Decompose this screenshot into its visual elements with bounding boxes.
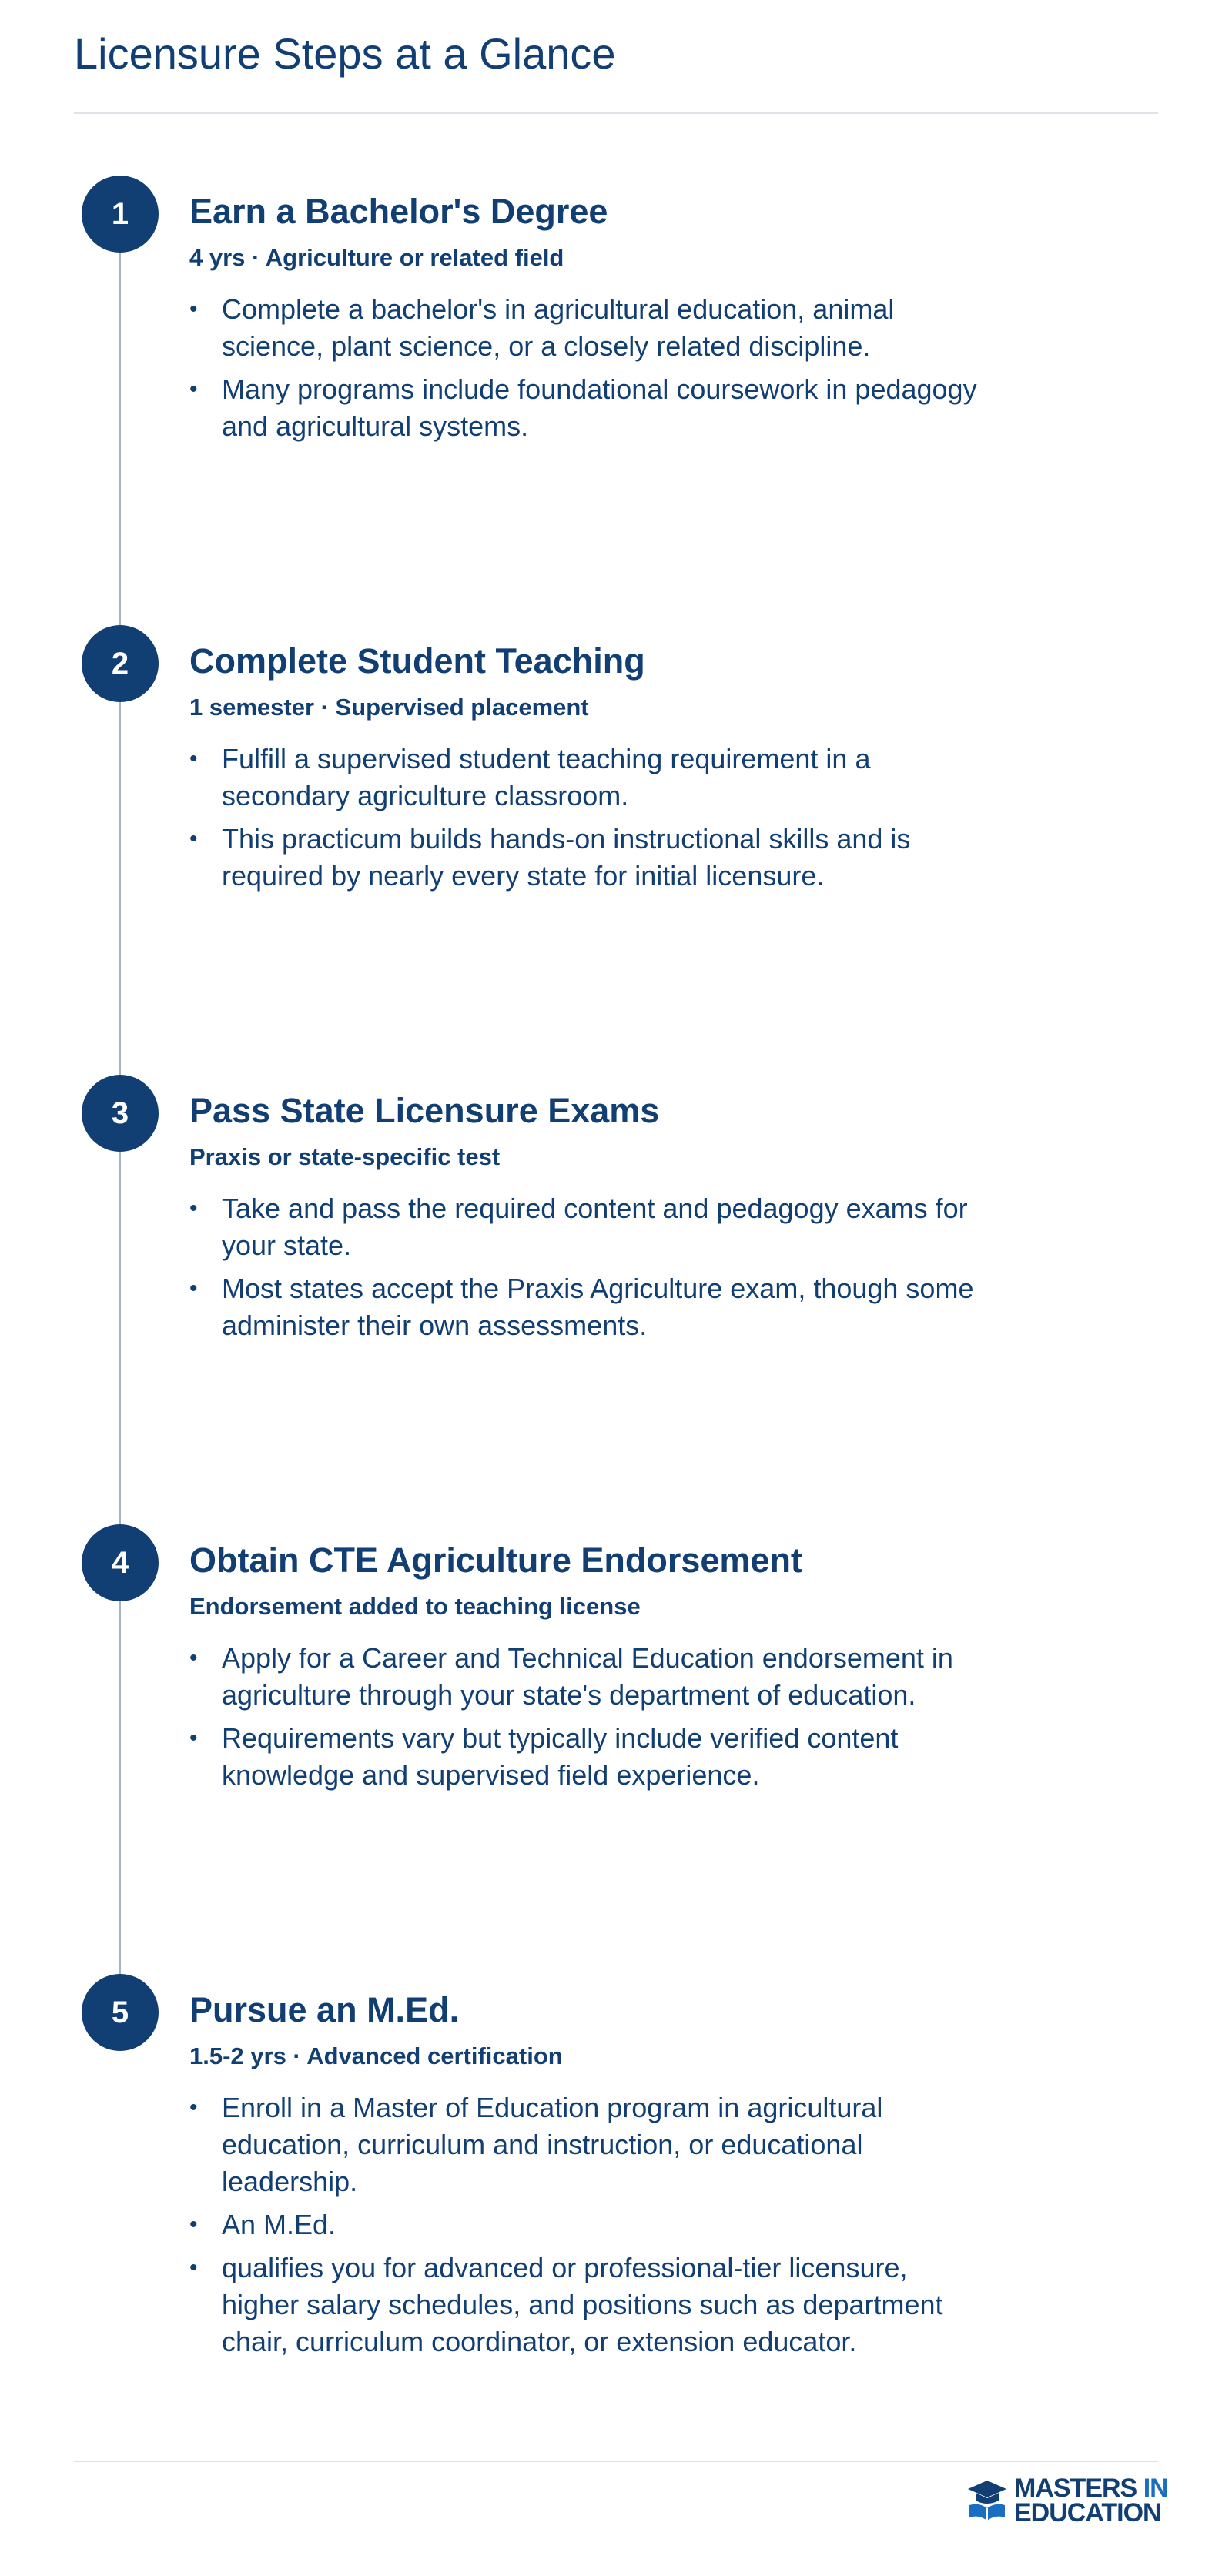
logo-word-masters: MASTERS bbox=[1014, 2474, 1137, 2503]
step-number-badge: 4 bbox=[82, 1524, 159, 1601]
step-bullet: • Enroll in a Master of Education program in agricultural education, curriculum and instruction, or educational leadership. bbox=[189, 2089, 961, 2200]
step-title: Pursue an M.Ed. bbox=[189, 1990, 460, 2029]
step-number-badge: 1 bbox=[82, 176, 159, 253]
logo-word-in: IN bbox=[1143, 2474, 1168, 2503]
step-bullet: • Requirements vary but typically include verified content knowledge and supervised field experience. bbox=[189, 1720, 946, 1794]
step-meta: Endorsement added to teaching license bbox=[189, 1593, 641, 1620]
step-bullet: • Apply for a Career and Technical Education endorsement in agriculture through your state's department of education. bbox=[189, 1640, 983, 1714]
step-number-badge: 5 bbox=[82, 1974, 159, 2051]
page-title: Licensure Steps at a Glance bbox=[74, 29, 616, 78]
step-number-badge: 2 bbox=[82, 625, 159, 702]
footer-divider bbox=[74, 2461, 1158, 2462]
header-divider bbox=[74, 112, 1158, 114]
step-bullet: • Most states accept the Praxis Agriculture exam, though some administer their own assessments. bbox=[189, 1270, 983, 1344]
step-bullet-list bbox=[189, 741, 983, 901]
logo-word-education: EDUCATION bbox=[1014, 2498, 1161, 2527]
step-meta: 1.5-2 yrs · Advanced certification bbox=[189, 2042, 563, 2069]
step-meta: 1 semester · Supervised placement bbox=[189, 694, 589, 721]
step-title: Earn a Bachelor's Degree bbox=[189, 192, 608, 231]
step-bullet: • qualifies you for advanced or professional-tier licensure, higher salary schedules, and positions such as department chair, curriculum coordinator, or extension educator. bbox=[189, 2250, 961, 2360]
step-bullet: • Complete a bachelor's in agricultural education, animal science, plant science, or a closely related discipline. bbox=[189, 291, 961, 365]
step-meta: 4 yrs · Agriculture or related field bbox=[189, 244, 564, 271]
step-bullet-list bbox=[189, 2089, 983, 2367]
step-bullet: • An M.Ed. bbox=[189, 2206, 983, 2243]
step-title: Obtain CTE Agriculture Endorsement bbox=[189, 1541, 802, 1580]
step-bullet-list bbox=[189, 291, 983, 451]
step-title: Pass State Licensure Exams bbox=[189, 1091, 660, 1130]
step-number-badge: 3 bbox=[82, 1075, 159, 1152]
step-bullet-list bbox=[189, 1190, 983, 1350]
logo-wordmark bbox=[1014, 2476, 1168, 2525]
step-title: Complete Student Teaching bbox=[189, 641, 645, 681]
step-bullet: • Many programs include foundational coursework in pedagogy and agricultural systems. bbox=[189, 371, 983, 445]
step-meta: Praxis or state-specific test bbox=[189, 1143, 500, 1170]
graduation-cap-book-icon bbox=[966, 2477, 1008, 2524]
masters-in-education-logo bbox=[966, 2471, 1168, 2530]
step-bullet: • This practicum builds hands-on instructional skills and is required by nearly every state for initial licensure. bbox=[189, 821, 961, 895]
step-bullet: • Fulfill a supervised student teaching requirement in a secondary agriculture classroom. bbox=[189, 741, 983, 815]
step-bullet: • Take and pass the required content and pedagogy exams for your state. bbox=[189, 1190, 983, 1264]
step-bullet-list bbox=[189, 1640, 983, 1800]
